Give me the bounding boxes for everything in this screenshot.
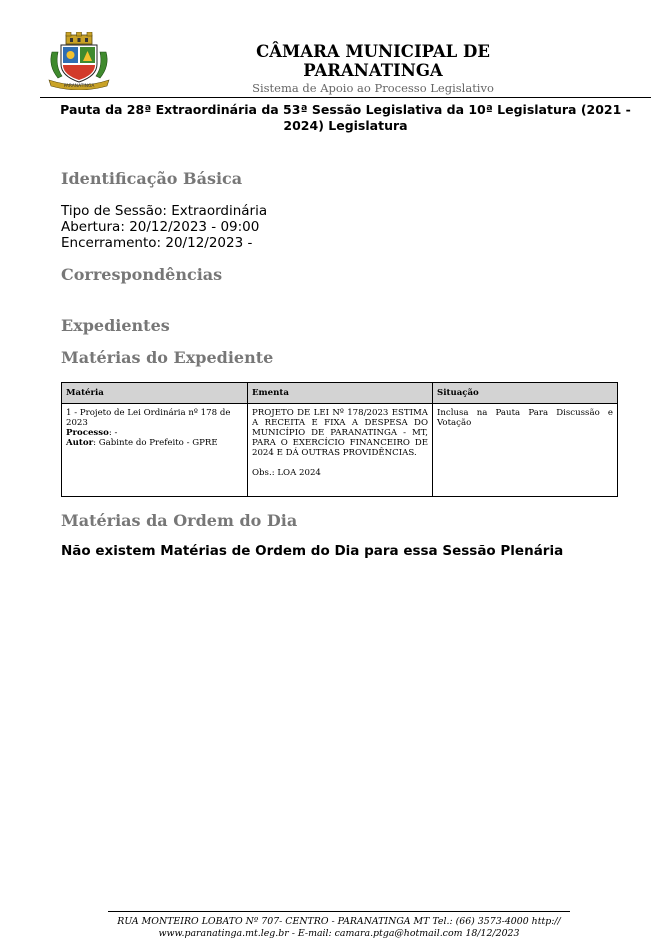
tipo-sessao-label: Tipo de Sessão: xyxy=(61,203,167,219)
section-ordem-do-dia: Matérias da Ordem do Dia xyxy=(61,511,298,530)
abertura-value: 20/12/2023 - 09:00 xyxy=(129,219,260,235)
section-correspondencias: Correspondências xyxy=(61,265,223,284)
system-subtitle: Sistema de Apoio ao Processo Legislativo xyxy=(252,81,494,95)
ordem-do-dia-empty-message: Não existem Matérias de Ordem do Dia para essa Sessão Plenária xyxy=(61,543,564,559)
autor-label: Autor xyxy=(66,438,94,448)
pauta-title: Pauta da 28ª Extraordinária da 53ª Sessão Legislativa da 10ª Legislatura (2021 - 2024) Legislatura xyxy=(60,102,631,133)
processo-value: : - xyxy=(108,428,118,438)
materias-expediente-table xyxy=(61,382,618,497)
page-footer xyxy=(108,916,570,940)
section-materias-expediente: Matérias do Expediente xyxy=(61,348,274,367)
tipo-sessao-line xyxy=(61,203,267,219)
ementa-obs: Obs.: LOA 2024 xyxy=(252,468,321,478)
ementa-text: PROJETO DE LEI Nº 178/2023 ESTIMA A RECEITA E FIXA A DESPESA DO MUNICÍPIO DE PARANATINGA - MT, PARA O EXERCÍCIO FINANCEIRO DE 2024 E DÁ OUTRAS PROVIDÊNCIAS. xyxy=(252,408,428,458)
table-header-row xyxy=(62,383,618,404)
section-identificacao-basica: Identificação Básica xyxy=(61,169,243,188)
footer-contact-line: www.paranatinga.mt.leg.br - E-mail: camara.ptga@hotmail.com 18/12/2023 xyxy=(158,928,520,939)
column-header-materia: Matéria xyxy=(62,383,248,404)
abertura-label: Abertura: xyxy=(61,219,125,235)
org-name: CÂMARA MUNICIPAL DE PARANATINGA xyxy=(256,42,490,80)
autor-line xyxy=(66,438,243,448)
table-row xyxy=(62,404,618,497)
cell-situacao xyxy=(433,404,618,497)
encerramento-label: Encerramento: xyxy=(61,235,162,251)
abertura-line xyxy=(61,219,259,235)
tipo-sessao-value: Extraordinária xyxy=(171,203,268,219)
cell-materia xyxy=(62,404,248,497)
column-header-situacao: Situação xyxy=(433,383,618,404)
autor-value: : Gabinte do Prefeito - GPRE xyxy=(93,438,218,448)
encerramento-value: 20/12/2023 - xyxy=(165,235,253,251)
situacao-text: Inclusa na Pauta Para Discussão e Votação xyxy=(437,408,613,428)
processo-label: Processo xyxy=(66,428,109,438)
footer-divider xyxy=(108,911,570,912)
column-header-ementa: Ementa xyxy=(248,383,433,404)
encerramento-line xyxy=(61,235,252,251)
footer-address-line: RUA MONTEIRO LOBATO Nº 707- CENTRO - PARANATINGA MT Tel.: (66) 3573-4000 http:// xyxy=(117,916,561,927)
cell-ementa xyxy=(248,404,433,497)
materia-title: 1 - Projeto de Lei Ordinária nº 178 de 2023 xyxy=(66,408,231,428)
crest-motto: PARANATINGA xyxy=(63,84,95,89)
header-divider xyxy=(40,97,651,98)
processo-line xyxy=(66,428,243,438)
municipal-crest-logo xyxy=(46,32,112,90)
section-expedientes: Expedientes xyxy=(61,316,170,335)
